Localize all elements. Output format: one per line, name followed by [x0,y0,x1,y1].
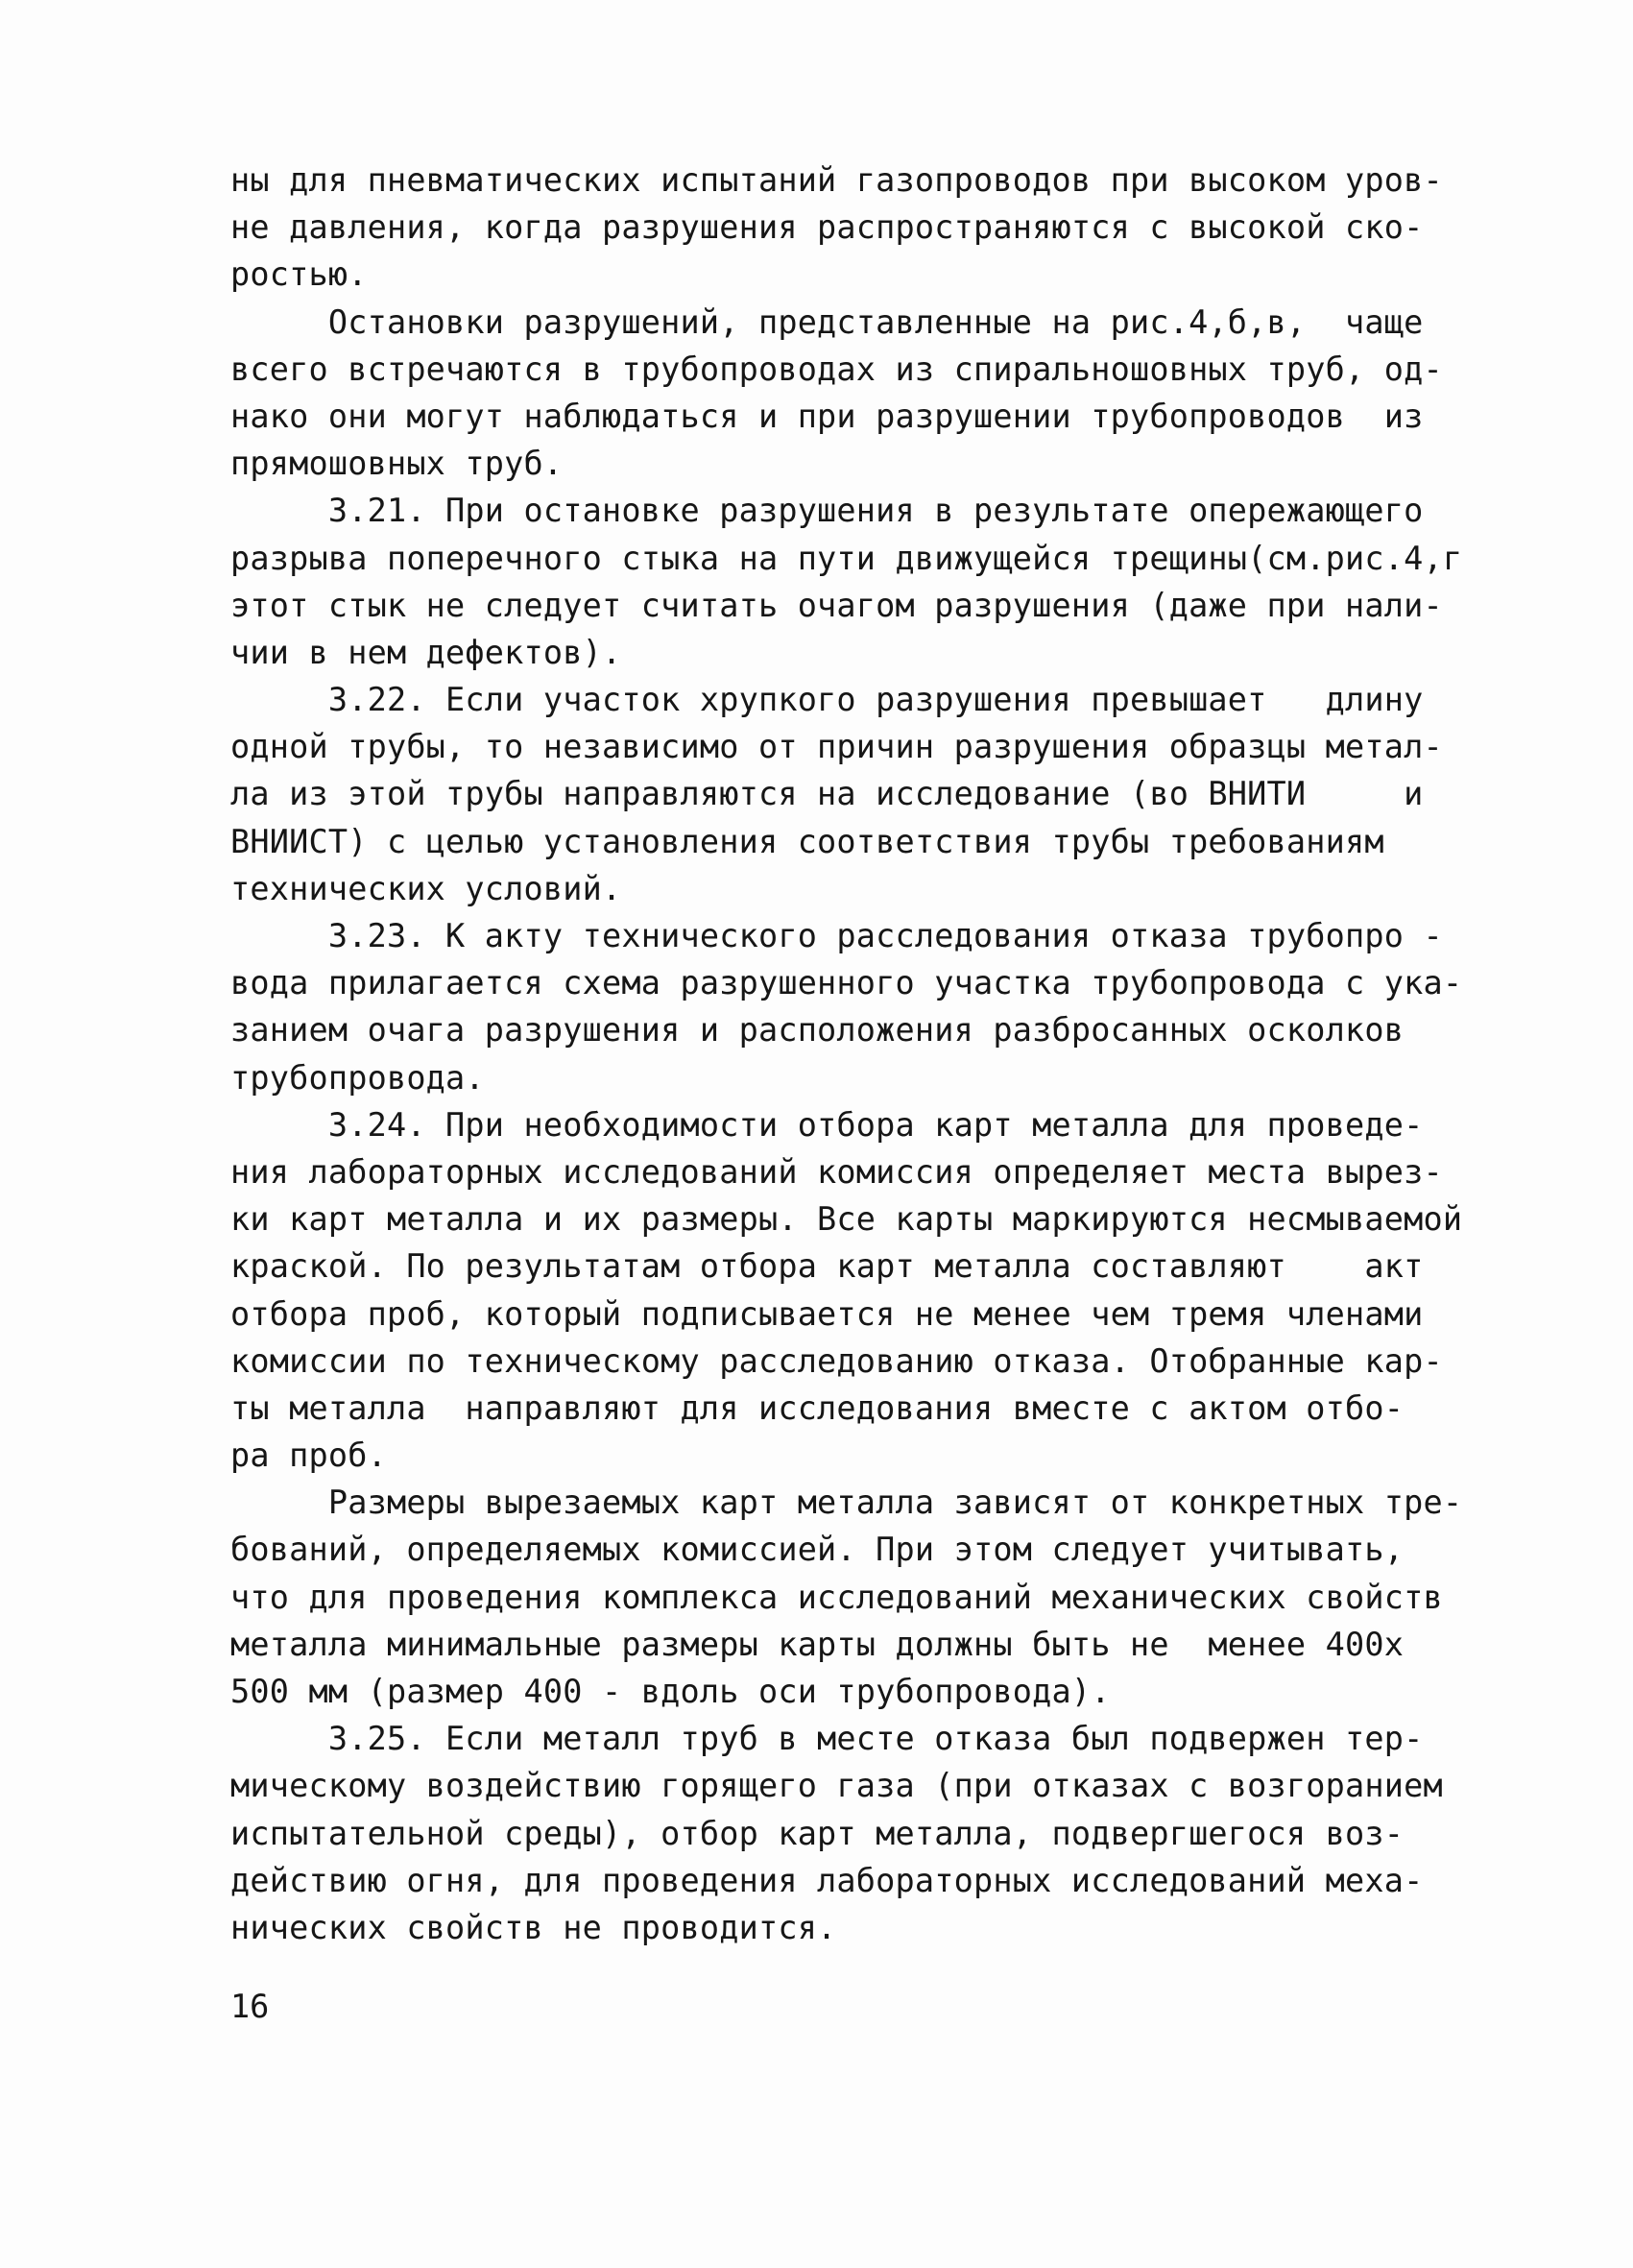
text-line: испытательной среды), отбор карт металла, подвергшегося воз- [230,1814,1405,1852]
text-line: металла минимальные размеры карты должны быть не менее 400х [230,1625,1405,1663]
text-line: Размеры вырезаемых карт металла зависят от конкретных тре- [230,1484,1463,1522]
text-line: разрыва поперечного стыка на пути движущейся трещины(см.рис.4,г [230,539,1463,577]
text-line: не давления, когда разрушения распространяются с высокой ско- [230,208,1424,247]
text-line: ростью. [230,255,368,294]
text-line: вода прилагается схема разрушенного участка трубопровода с ука- [230,964,1463,1002]
text-line: ны для пневматических испытаний газопроводов при высоком уров- [230,161,1443,199]
text-line: мическому воздействию горящего газа (при отказах с возгоранием [230,1767,1443,1805]
text-line: ВНИИСТ) с целью установления соответствия трубы требованиям [230,822,1384,860]
text-line: одной трубы, то независимо от причин разрушения образцы метал- [230,728,1443,766]
text-line: что для проведения комплекса исследований механических свойств [230,1578,1443,1616]
text-line: ра проб. [230,1436,387,1475]
text-line: 3.25. Если металл труб в месте отказа был подвержен тер- [230,1720,1424,1758]
text-line: 3.23. К акту технического расследования отказа трубопро - [230,917,1443,954]
page-number: 16 [230,1988,270,2025]
text-line: Остановки разрушений, представленные на рис.4,б,в, чаще [230,302,1424,341]
text-line: нако они могут наблюдаться и при разрушении трубопроводов из [230,397,1424,435]
text-line: бований, определяемых комиссией. При этом следует учитывать, [230,1531,1405,1569]
body-text [230,157,1478,1951]
text-line: 3.21. При остановке разрушения в результате опережающего [230,492,1424,530]
text-line: действию огня, для проведения лабораторных исследований меха- [230,1861,1424,1899]
text-line: технических условий. [230,869,622,907]
text-line: 500 мм (размер 400 - вдоль оси трубопровода). [230,1673,1111,1710]
text-line: трубопровода. [230,1058,485,1097]
text-line: прямошовных труб. [230,445,564,483]
text-line: ла из этой трубы направляются на исследование (во ВНИТИ и [230,775,1424,813]
text-line: ты металла направляют для исследования вместе с актом отбо- [230,1388,1405,1427]
text-line: комиссии по техническому расследованию отказа. Отобранные кар- [230,1341,1443,1380]
text-line: этот стык не следует считать очагом разрушения (даже при нали- [230,586,1443,624]
text-line: краской. По результатам отбора карт металла составляют акт [230,1247,1424,1286]
text-line: всего встречаются в трубопроводах из спиральношовных труб, од- [230,350,1443,388]
text-line: 3.24. При необходимости отбора карт металла для проведе- [230,1105,1424,1144]
text-line: отбора проб, который подписывается не менее чем тремя членами [230,1294,1424,1333]
text-line: нических свойств не проводится. [230,1908,837,1946]
text-line: занием очага разрушения и расположения разбросанных осколков [230,1011,1405,1050]
text-line: 3.22. Если участок хрупкого разрушения превышает длину [230,681,1424,719]
text-line: ния лабораторных исследований комиссия определяет места вырез- [230,1152,1443,1191]
text-line: чии в нем дефектов). [230,633,622,671]
text-line: ки карт металла и их размеры. Все карты маркируются несмываемой [230,1200,1463,1239]
